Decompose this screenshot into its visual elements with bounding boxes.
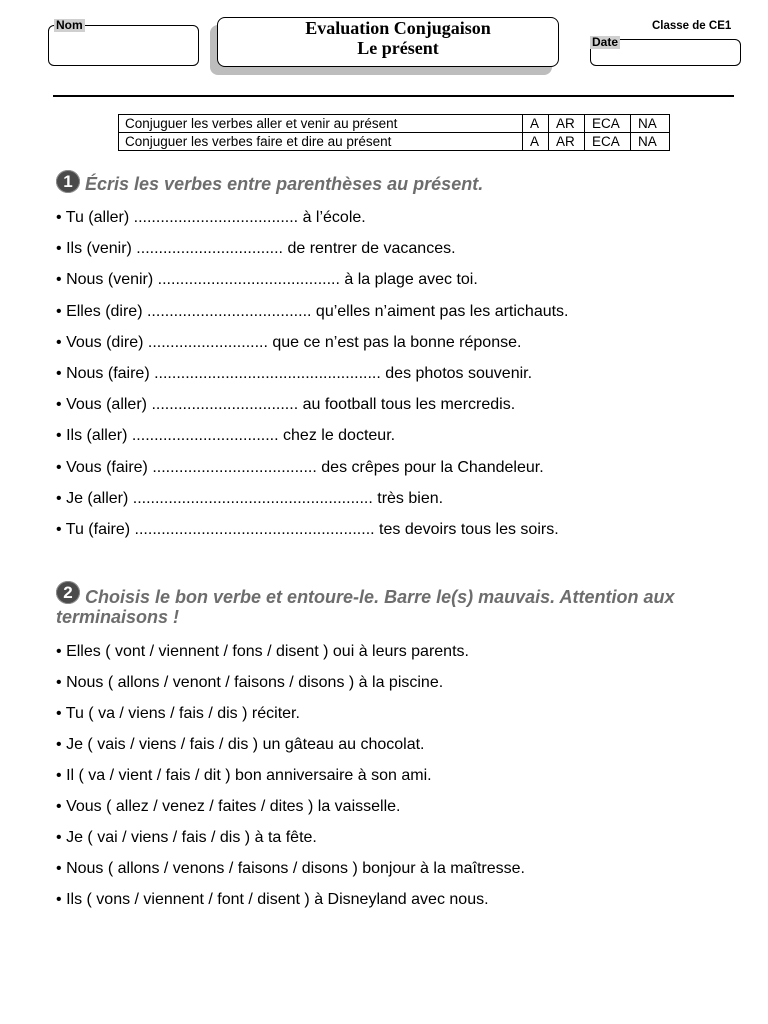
level-cell: A — [523, 115, 549, 133]
verb-choices: ( allons / venont / faisons / disons ) — [107, 674, 355, 691]
exercise-item — [56, 514, 569, 545]
exercise-item — [56, 853, 525, 884]
exercise-item — [56, 667, 525, 698]
bullet-icon: • — [56, 271, 62, 289]
level-cell: AR — [549, 115, 585, 133]
subject: Tu — [65, 705, 84, 722]
date-label: Date — [592, 35, 619, 49]
subject: Nous — [66, 674, 104, 691]
bullet-icon: • — [56, 520, 62, 538]
verb-choices: ( allez / venez / faites / dites ) — [106, 798, 314, 815]
subject: Il — [66, 767, 75, 784]
competency-table — [118, 114, 670, 151]
title-box — [217, 17, 559, 67]
exercise-item — [56, 296, 569, 327]
verb-prompt: Vous (dire) — [66, 333, 144, 351]
bullet-icon: • — [56, 798, 62, 815]
subject: Je — [66, 829, 83, 846]
sentence-end: bonjour à la maîtresse. — [362, 860, 525, 877]
bullet-icon: • — [56, 860, 62, 877]
sentence-end: oui à leurs parents. — [332, 643, 469, 660]
bullet-icon: • — [56, 458, 62, 476]
bullet-icon: • — [56, 240, 62, 258]
level-cell: ECA — [585, 133, 631, 151]
exercise-1-instruction: Écris les verbes entre parenthèses au présent. — [85, 174, 484, 194]
verb-prompt: Elles (dire) — [66, 302, 143, 320]
exercise-2-instruction: Choisis le bon verbe et entoure-le. Barre le(s) mauvais. Attention aux terminaisons ! — [56, 587, 675, 627]
subject: Nous — [66, 860, 104, 877]
sentence-end: au football tous les mercredis. — [302, 396, 516, 414]
answer-blank: ..................................... — [146, 302, 312, 320]
bullet-icon: • — [56, 333, 62, 351]
subject: Vous — [66, 798, 102, 815]
subject: Je — [66, 736, 83, 753]
subject: Ils — [66, 891, 83, 908]
sentence-end: très bien. — [377, 489, 444, 507]
sentence-end: tes devoirs tous les soirs. — [379, 520, 559, 538]
verb-prompt: Je (aller) — [66, 489, 129, 507]
bullet-icon: • — [56, 209, 62, 226]
exercise-item — [56, 760, 525, 791]
level-cell: A — [523, 133, 549, 151]
sentence-end: bon anniversaire à son ami. — [235, 767, 432, 784]
class-label: Classe de CE1 — [652, 20, 732, 32]
answer-blank: ................................. — [136, 240, 283, 258]
header-divider — [53, 95, 734, 97]
verb-choices: ( vai / viens / fais / dis ) — [87, 829, 251, 846]
exercise-item — [56, 884, 525, 915]
exercise-item — [56, 358, 569, 389]
name-label: Nom — [56, 18, 83, 32]
verb-choices: ( vais / viens / fais / dis ) — [87, 736, 259, 753]
answer-blank: ..................................... — [133, 209, 299, 226]
answer-blank: ...................................................... — [132, 489, 373, 507]
exercise-1-number-badge: 1 — [56, 170, 80, 193]
exercise-item — [56, 327, 569, 358]
level-cell: NA — [631, 115, 670, 133]
answer-blank: ................................. — [151, 396, 299, 414]
bullet-icon: • — [56, 736, 62, 753]
answer-blank: ........................... — [147, 333, 268, 351]
sentence-end: des crêpes pour la Chandeleur. — [321, 458, 544, 476]
bullet-icon: • — [56, 396, 62, 414]
competency-row — [119, 115, 670, 133]
sentence-end: réciter. — [251, 705, 300, 722]
sentence-end: de rentrer de vacances. — [287, 240, 456, 258]
verb-prompt: Nous (faire) — [66, 364, 150, 382]
answer-blank: ..................................... — [152, 458, 317, 476]
sentence-end: que ce n’est pas la bonne réponse. — [272, 333, 522, 351]
answer-blank: ................................. — [131, 427, 279, 445]
verb-prompt: Nous (venir) — [66, 271, 154, 289]
sentence-end: chez le docteur. — [283, 427, 396, 445]
sentence-end: à l’école. — [302, 209, 366, 226]
verb-prompt: Tu (faire) — [65, 520, 131, 538]
exercise-item — [56, 264, 569, 295]
subject: Elles — [66, 643, 101, 660]
verb-choices: ( allons / venons / faisons / disons ) — [107, 860, 358, 877]
exercise-item — [56, 636, 525, 667]
verb-choices: ( va / viens / fais / dis ) — [88, 705, 248, 722]
answer-blank: ......................................... — [157, 271, 340, 289]
exercise-1-list — [56, 202, 569, 545]
bullet-icon: • — [56, 829, 62, 846]
level-cell: NA — [631, 133, 670, 151]
verb-prompt: Tu (aller) — [65, 209, 130, 226]
bullet-icon: • — [56, 767, 62, 784]
exercise-item — [56, 452, 569, 483]
worksheet-title: Evaluation Conjugaison — [305, 18, 491, 38]
verb-prompt: Vous (aller) — [66, 396, 147, 414]
verb-prompt: Ils (venir) — [66, 240, 132, 258]
sentence-end: à la plage avec toi. — [344, 271, 478, 289]
verb-choices: ( va / vient / fais / dit ) — [78, 767, 231, 784]
exercise-item — [56, 822, 525, 853]
sentence-end: un gâteau au chocolat. — [262, 736, 425, 753]
answer-blank: ...................................................... — [134, 520, 375, 538]
exercise-2-number-badge: 2 — [56, 581, 80, 604]
competency-skill: Conjuguer les verbes faire et dire au présent — [119, 133, 523, 151]
exercise-item — [56, 791, 525, 822]
sentence-end: qu’elles n’aiment pas les artichauts. — [315, 302, 569, 320]
verb-prompt: Ils (aller) — [66, 427, 128, 445]
exercise-item — [56, 233, 569, 264]
sentence-end: la vaisselle. — [317, 798, 401, 815]
exercise-item — [56, 483, 569, 514]
sentence-end: à Disneyland avec nous. — [314, 891, 489, 908]
bullet-icon: • — [56, 705, 62, 722]
level-cell: ECA — [585, 115, 631, 133]
sentence-end: des photos souvenir. — [385, 364, 533, 382]
exercise-item — [56, 202, 569, 233]
exercise-item — [56, 729, 525, 760]
sentence-end: à ta fête. — [254, 829, 317, 846]
worksheet-subtitle: Le présent — [357, 38, 439, 58]
verb-choices: ( vons / viennent / font / disent ) — [86, 891, 310, 908]
bullet-icon: • — [56, 364, 62, 382]
competency-skill: Conjuguer les verbes aller et venir au présent — [119, 115, 523, 133]
exercise-item — [56, 420, 569, 451]
exercise-item — [56, 698, 525, 729]
sentence-end: à la piscine. — [358, 674, 444, 691]
bullet-icon: • — [56, 891, 62, 908]
bullet-icon: • — [56, 302, 62, 320]
competency-row — [119, 133, 670, 151]
verb-choices: ( vont / viennent / fons / disent ) — [105, 643, 329, 660]
exercise-2-list — [56, 636, 525, 915]
bullet-icon: • — [56, 489, 62, 507]
bullet-icon: • — [56, 427, 62, 445]
bullet-icon: • — [56, 674, 62, 691]
exercise-item — [56, 389, 569, 420]
verb-prompt: Vous (faire) — [66, 458, 148, 476]
level-cell: AR — [549, 133, 585, 151]
bullet-icon: • — [56, 643, 62, 660]
answer-blank: ................................................... — [154, 364, 381, 382]
